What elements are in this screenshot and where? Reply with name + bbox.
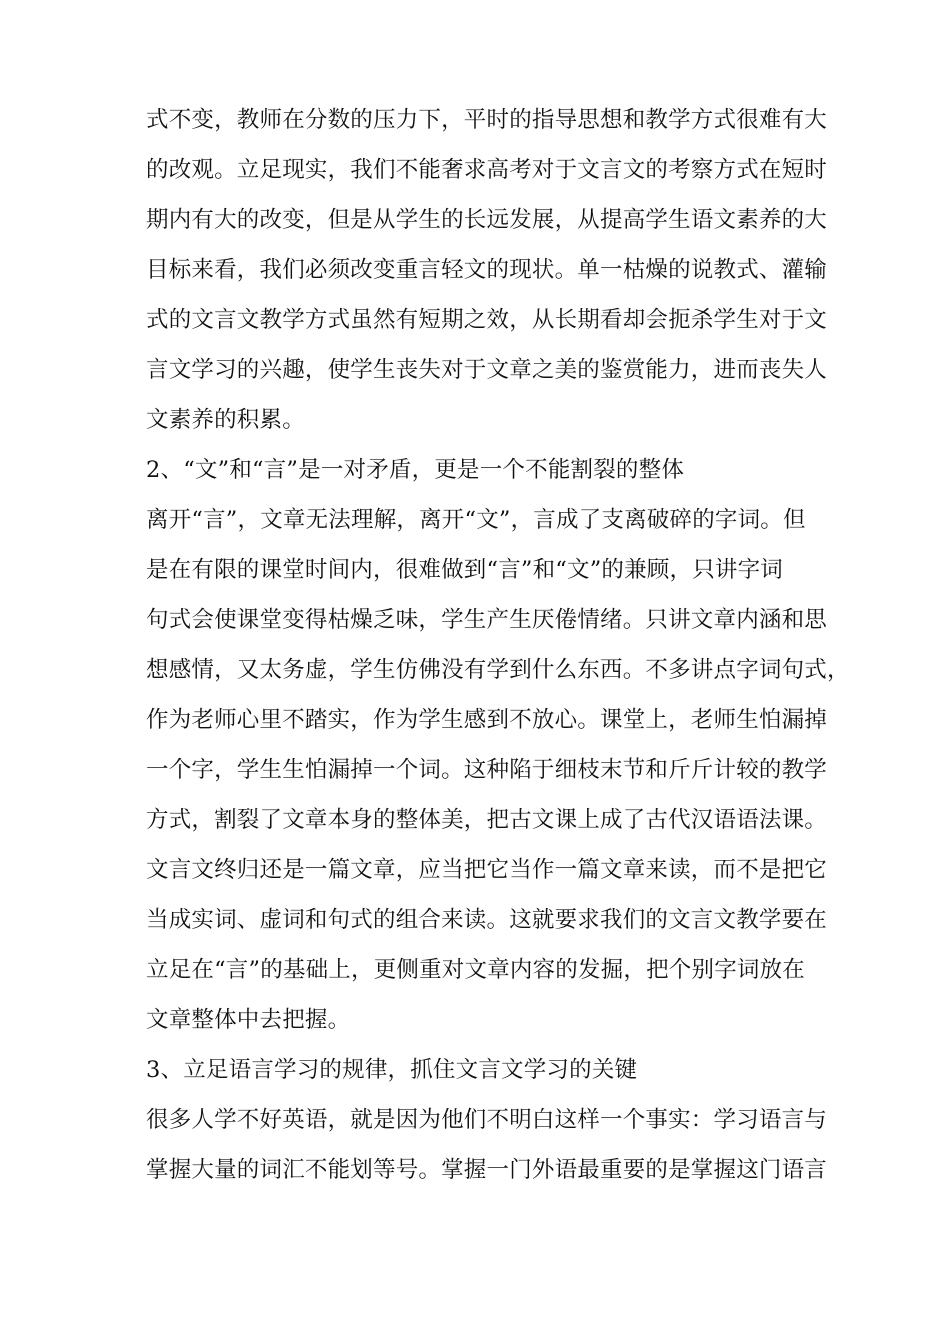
text-line: 目标来看，我们必须改变重言轻文的现状。单一枯燥的说教式、灌输 <box>146 257 828 283</box>
text-line: 是在有限的课堂时间内，很难做到“言”和“文”的兼顾，只讲字词 <box>146 557 784 583</box>
text-line: 很多人学不好英语，就是因为他们不明白这样一个事实：学习语言与 <box>146 1107 828 1133</box>
text-line: 句式会使课堂变得枯燥乏味，学生产生厌倦情绪。只讲文章内涵和思 <box>146 607 828 633</box>
text-line: 式的文言文教学方式虽然有短期之效，从长期看却会扼杀学生对于文 <box>146 307 828 333</box>
text-line: 方式，割裂了文章本身的整体美，把古文课上成了古代汉语语法课。 <box>146 807 828 833</box>
section-heading-2: 2、“文”和“言”是一对矛盾，更是一个不能割裂的整体 <box>146 457 685 483</box>
text-line: 期内有大的改变，但是从学生的长远发展，从提高学生语文素养的大 <box>146 207 828 233</box>
text-line: 离开“言”，文章无法理解，离开“文”，言成了支离破碎的字词。但 <box>146 507 806 533</box>
text-line: 作为老师心里不踏实，作为学生感到不放心。课堂上，老师生怕漏掉 <box>146 707 828 733</box>
text-line: 想感情，又太务虚，学生仿佛没有学到什么东西。不多讲点字词句式， <box>146 657 850 683</box>
text-line: 言文学习的兴趣，使学生丧失对于文章之美的鉴赏能力，进而丧失人 <box>146 357 828 383</box>
text-line: 一个字，学生生怕漏掉一个词。这种陷于细枝末节和斤斤计较的教学 <box>146 757 828 783</box>
text-line: 式不变，教师在分数的压力下，平时的指导思想和教学方式很难有大 <box>146 107 828 133</box>
text-line: 文章整体中去把握。 <box>146 1007 351 1033</box>
text-line: 文言文终归还是一篇文章，应当把它当作一篇文章来读，而不是把它 <box>146 857 828 883</box>
text-line: 掌握大量的词汇不能划等号。掌握一门外语最重要的是掌握这门语言 <box>146 1157 828 1183</box>
section-heading-3: 3、立足语言学习的规律，抓住文言文学习的关键 <box>146 1057 638 1083</box>
text-line: 立足在“言”的基础上，更侧重对文章内容的发掘，把个别字词放在 <box>146 957 806 983</box>
text-line: 文素养的积累。 <box>146 407 305 433</box>
text-line: 的改观。立足现实，我们不能奢求高考对于文言文的考察方式在短时 <box>146 157 828 183</box>
text-line: 当成实词、虚词和句式的组合来读。这就要求我们的文言文教学要在 <box>146 907 828 933</box>
